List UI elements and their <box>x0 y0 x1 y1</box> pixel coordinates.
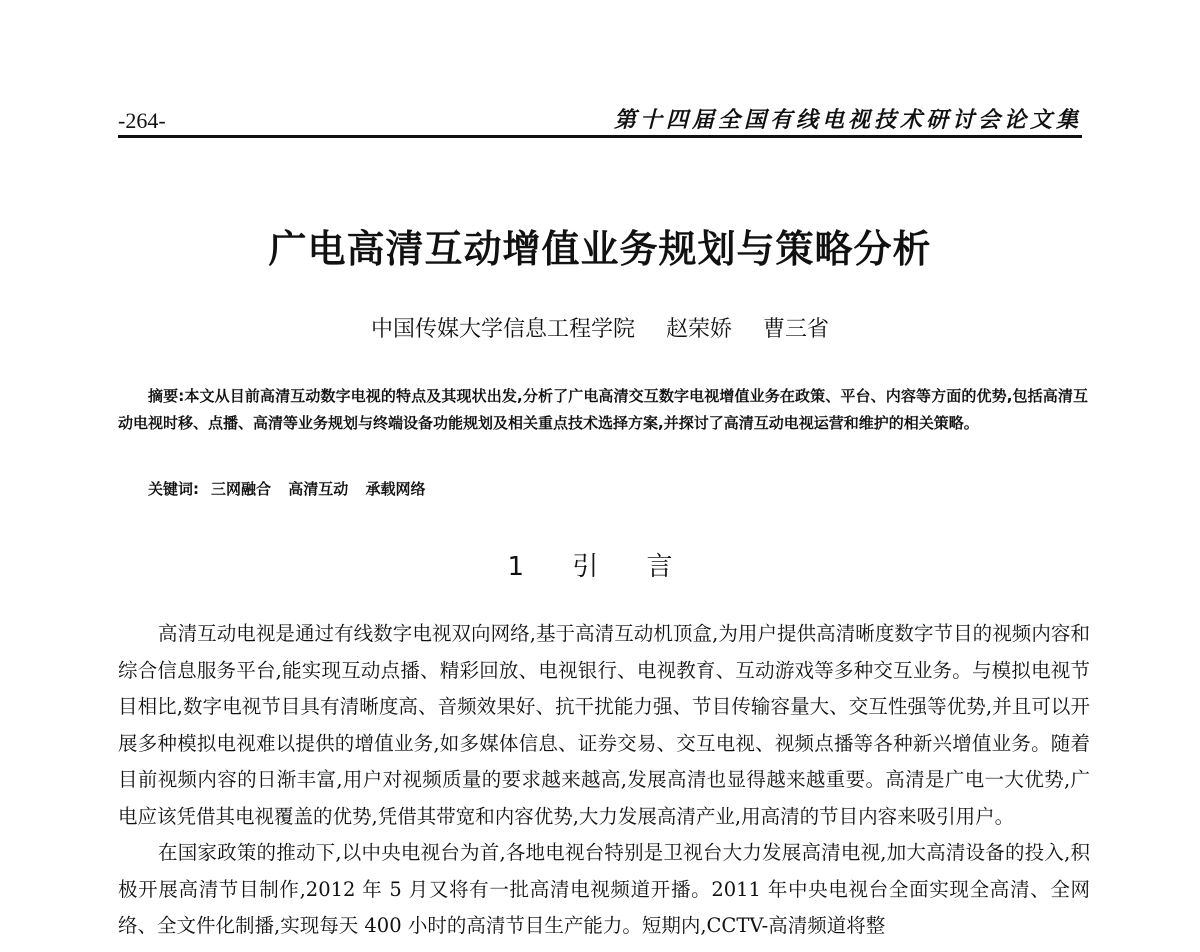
author-2: 曹三省 <box>763 317 830 342</box>
affiliation: 中国传媒大学信息工程学院 <box>370 317 635 342</box>
keyword: 高清互动 <box>288 480 349 498</box>
keywords-label: 关键词: <box>148 480 199 498</box>
paragraph: 高清互动电视是通过有线数字电视双向网络,基于高清互动机顶盒,为用户提供高清晰度数字节目的视频内容和综合信息服务平台,能实现互动点播、精彩回放、电视银行、电视教育、互动游戏等多种交互业务。与模拟电视节目相比,数字电视节目具有清晰度高、音频效果好、抗干扰能力强、节目传输容量大、交互性强等优势,并且可以开展多种模拟电视难以提供的增值业务,如多媒体信息、证券交易、交互电视、视频点播等各种新兴增值业务。随着目前视频内容的日渐丰富,用户对视频质量的要求越来越高,发展高清也显得越来越重要。高清是广电一大优势,广电应该凭借其电视覆盖的优势,凭借其带宽和内容优势,大力发展高清产业,用高清的节目内容来吸引用户。 <box>118 622 1090 828</box>
keyword: 三网融合 <box>211 480 272 498</box>
abstract: 摘要:本文从目前高清互动数字电视的特点及其现状出发,分析了广电高清交互数字电视增值业务在政策、平台、内容等方面的优势,包括高清互动电视时移、点播、高清等业务规划与终端设备功能规划及相关重点技术选择方案,并探讨了高清互动电视运营和维护的相关策略。 <box>118 387 1088 432</box>
author-line <box>0 312 1200 343</box>
keyword: 承载网络 <box>365 480 426 498</box>
section-title: 引 言 <box>572 552 693 582</box>
paper-title: 广电高清互动增值业务规划与策略分析 <box>268 227 932 271</box>
keywords <box>148 478 426 499</box>
header-rule <box>118 135 1082 138</box>
author-1: 赵荣娇 <box>665 317 732 342</box>
body-text <box>118 616 1090 945</box>
paragraph: 在国家政策的推动下,以中央电视台为首,各地电视台特别是卫视台大力发展高清电视,加大高清设备的投入,积极开展高清节目制作,2012 年 5 月又将有一批高清电视频道开播。2011 年中央电视台全面实现全高清、全网络、全文件化制播,实现每天 400 小时的高清节目生产能力。短期内,CCTV-高清频道将整 <box>118 841 1090 937</box>
section-number: 1 <box>507 552 544 582</box>
section-heading <box>0 546 1200 583</box>
page-header <box>118 104 1082 138</box>
running-title: 第十四届全国有线电视技术研讨会论文集 <box>613 107 1082 133</box>
page-number: -264- <box>118 108 166 133</box>
